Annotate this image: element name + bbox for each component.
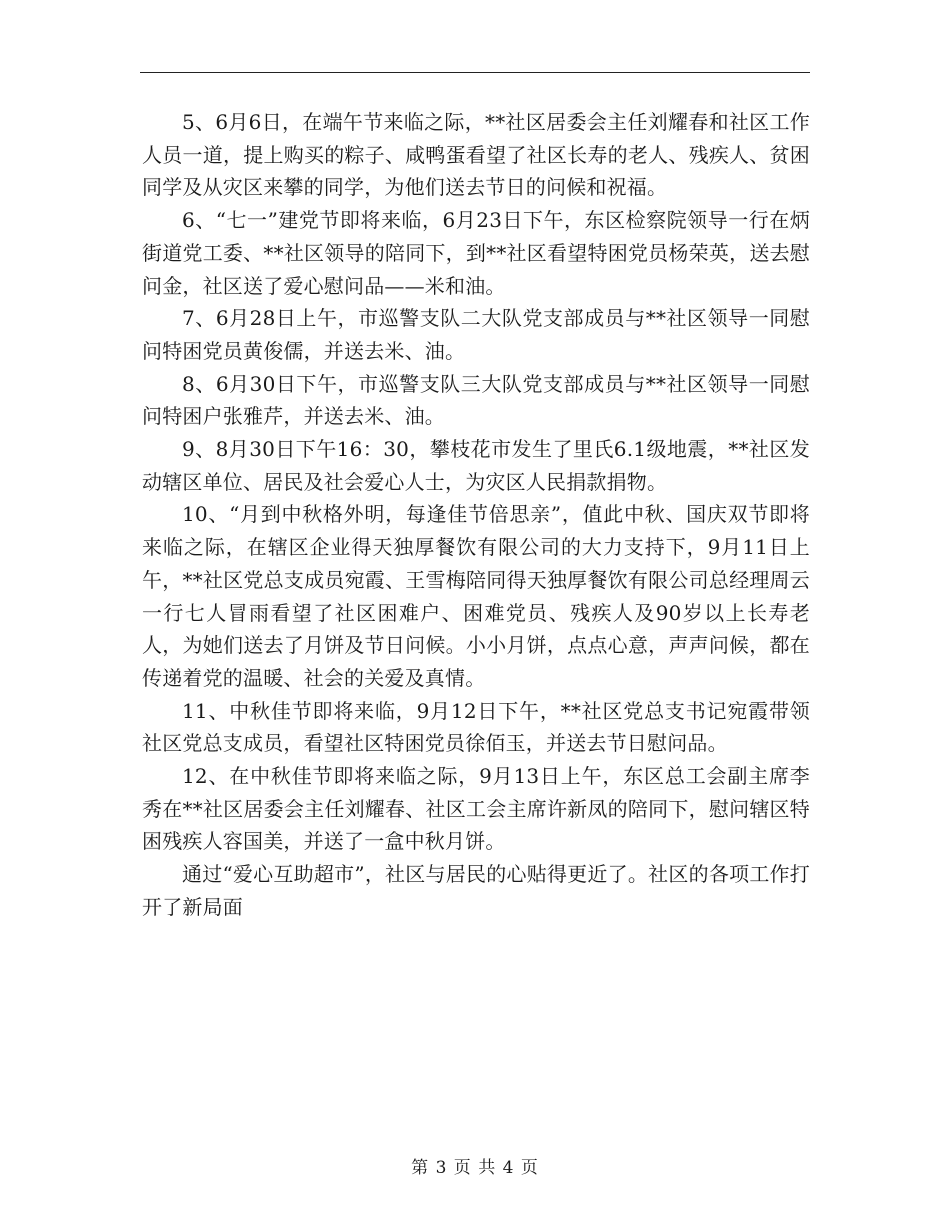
paragraph-item-7: 7、6月28日上午，市巡警支队二大队党支部成员与**社区领导一同慰问特困党员黄俊儒，并送去米、油。 <box>142 306 810 363</box>
paragraph-item-6: 6、“七一”建党节即将来临，6月23日下午，东区检察院领导一行在炳街道党工委、**社区领导的陪同下，到**社区看望特困党员杨荣英，送去慰问金，社区送了爱心慰问品——米和油。 <box>142 208 810 298</box>
paragraph-item-12: 12、在中秋佳节即将来临之际，9月13日上午，东区总工会副主席李秀在**社区居委会主任刘耀春、社区工会主席许新凤的陪同下，慰问辖区特困残疾人容国美，并送了一盒中秋月饼。 <box>142 764 810 854</box>
header-rule <box>140 72 810 73</box>
paragraph-item-5: 5、6月6日，在端午节来临之际，**社区居委会主任刘耀春和社区工作人员一道，提上购买的粽子、咸鸭蛋看望了社区长寿的老人、残疾人、贫困同学及从灾区来攀的同学，为他们送去节日的问候和祝福。 <box>142 110 810 200</box>
paragraph-item-11: 11、中秋佳节即将来临，9月12日下午，**社区党总支书记宛霞带领社区党总支成员，看望社区特困党员徐佰玉，并送去节日慰问品。 <box>142 698 810 756</box>
document-body <box>142 106 810 924</box>
paragraph-summary: 通过“爱心互助超市”，社区与居民的心贴得更近了。社区的各项工作打开了新局面 <box>142 862 810 919</box>
paragraph-item-9: 9、8月30日下午16：30，攀枝花市发生了里氏6.1级地震，**社区发动辖区单位、居民及社会爱心人士，为灾区人民捐款捐物。 <box>142 437 810 494</box>
page-number-footer: 第 3 页 共 4 页 <box>411 1158 539 1178</box>
paragraph-item-10: 10、“月到中秋格外明，每逢佳节倍思亲”，值此中秋、国庆双节即将来临之际，在辖区企业得天独厚餐饮有限公司的大力支持下，9月11日上午，**社区党总支成员宛霞、王雪梅陪同得天独厚餐饮有限公司总经理周云一行七人冒雨看望了社区困难户、困难党员、残疾人及90岁以上长寿老人，为她们送去了月饼及节日问候。小小月饼，点点心意，声声问候，都在传递着党的温暖、社会的关爱及真情。 <box>142 502 810 690</box>
paragraph-item-8: 8、6月30日下午，市巡警支队三大队党支部成员与**社区领导一同慰问特困户张雅芹，并送去米、油。 <box>142 371 810 429</box>
